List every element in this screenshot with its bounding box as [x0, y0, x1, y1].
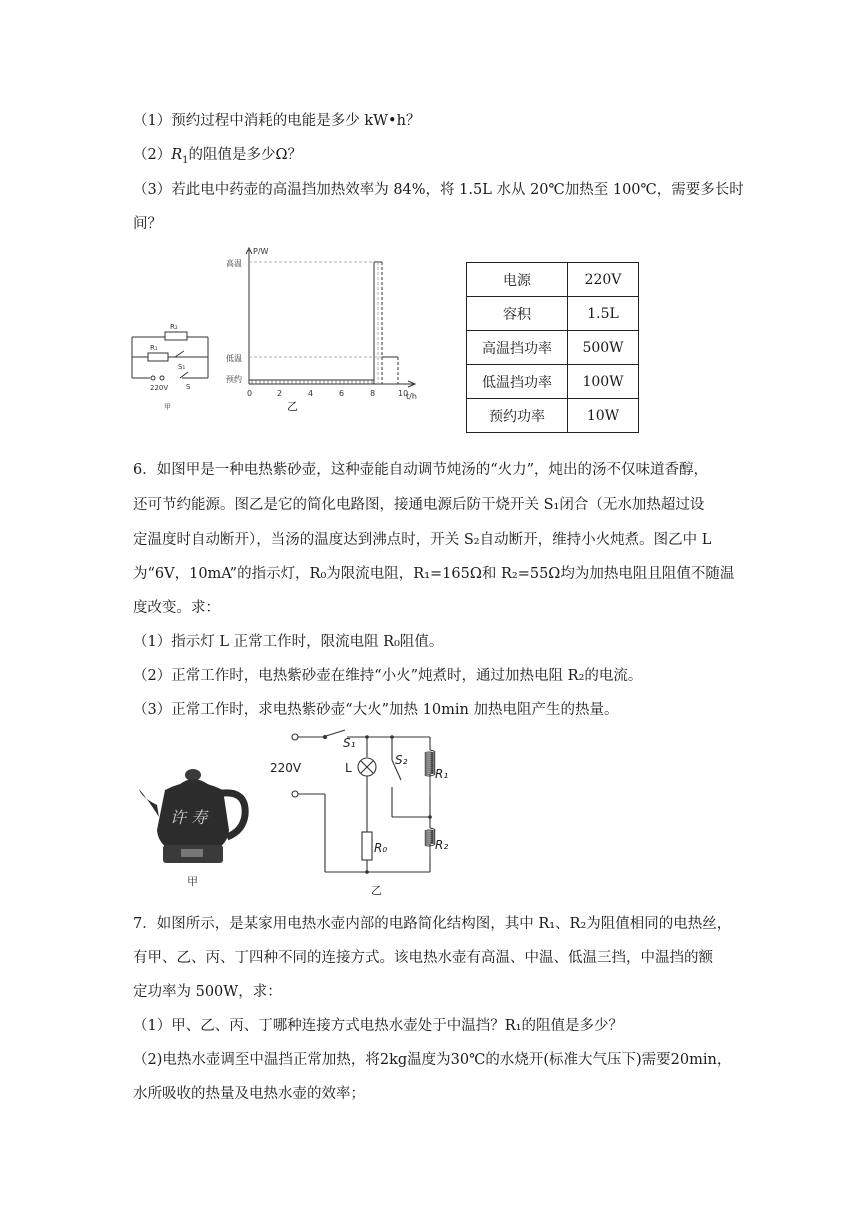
table-row [467, 399, 639, 433]
circuit-caption: 乙 [371, 884, 382, 897]
yi-x-axis-label: t/h [406, 392, 417, 401]
spec-key: 低温挡功率 [467, 365, 568, 399]
yi-tick-2: 2 [277, 389, 283, 398]
jia-voltage-label: 220V [150, 384, 169, 392]
yi-low-label: 低温 [226, 354, 242, 363]
table-row [467, 263, 639, 297]
yi-tick-4: 4 [308, 389, 314, 398]
q7-stem-line1: 7．如图所示，是某家用电热水壶内部的电路简化结构图，其中 R₁、R₂为阻值相同的电热丝， [133, 916, 732, 932]
circuit-r1-label: R₁ [435, 767, 449, 781]
q5-sub2-pre: （2） [133, 147, 172, 163]
yi-high-label: 高温 [226, 259, 242, 268]
q7-sub2-line2: 水所吸收的热量及电热水壶的效率； [133, 1086, 365, 1102]
q5-sub1: （1）预约过程中消耗的电能是多少 kW•h？ [133, 113, 421, 129]
yi-tick-6: 6 [339, 389, 345, 398]
jia-caption: 甲 [164, 403, 171, 411]
pot-calligraphy: 许 寿 [170, 808, 208, 827]
circuit-r0-label: R₀ [374, 841, 388, 855]
yi-y-axis-label: P/W [253, 247, 269, 256]
yi-caption: 乙 [287, 400, 298, 413]
q5-sub2-sub: 1 [182, 154, 189, 166]
yi-reserve-label: 预约 [226, 375, 242, 384]
yi-tick-0: 0 [247, 389, 253, 398]
table-row [467, 365, 639, 399]
r2-coil [425, 828, 435, 858]
q6-circuit-yi [265, 722, 465, 897]
q5-sub2-var: R [171, 147, 183, 163]
circuit-voltage-label: 220V [270, 761, 302, 775]
q5-sub2 [133, 145, 302, 171]
circuit-r2-label: R₂ [435, 838, 449, 852]
q6-stem-line4: 为“6V，10mA”的指示灯，R₀为限流电阻，R₁=165Ω和 R₂=55Ω均为加热电阻且阻值不随温 [133, 566, 735, 582]
q6-stem-line1: 6．如图甲是一种电热紫砂壶，这种壶能自动调节炖汤的“火力”，炖出的汤不仅味道香醇， [133, 462, 709, 478]
jia-s1-label: S₁ [178, 363, 186, 371]
spec-value: 500W [568, 331, 639, 365]
pot-caption: 甲 [187, 875, 198, 888]
q5-sub3-line1: （3）若此电中药壶的高温挡加热效率为 84%，将 1.5L 水从 20℃加热至 100℃，需要多长时 [133, 182, 744, 198]
q7-stem-line3: 定功率为 500W，求： [133, 984, 282, 1000]
circuit-s2-label: S₂ [395, 753, 408, 767]
q5-sub3-line2: 间？ [133, 216, 162, 232]
yi-tick-8: 8 [370, 389, 376, 398]
jia-s-label: S [186, 383, 191, 391]
q7-sub1: （1）甲、乙、丙、丁哪种连接方式电热水壶处于中温挡？R₁的阻值是多少？ [133, 1018, 623, 1034]
spec-table [466, 262, 639, 433]
q7-stem-line2: 有甲、乙、丙、丁四种不同的连接方式。该电热水壶有高温、中温、低温三挡，中温挡的额 [133, 950, 713, 966]
spec-value: 220V [568, 263, 639, 297]
r1-coil [425, 750, 435, 796]
spec-key: 高温挡功率 [467, 331, 568, 365]
q7-sub2-line1: （2)电热水壶调至中温挡正常加热，将2kg温度为30℃的水烧开(标准大气压下)需要20min， [133, 1052, 732, 1068]
pot-image [135, 745, 255, 890]
yi-tick-10: 10 [398, 389, 409, 398]
q6-stem-line3: 定温度时自动断开），当汤的温度达到沸点时，开关 S₂自动断开，维持小火炖煮。图乙中 L [133, 532, 712, 548]
table-row [467, 297, 639, 331]
circuit-lamp-label: L [345, 761, 352, 775]
spec-key: 容积 [467, 297, 568, 331]
q6-sub3: （3）正常工作时，求电热紫砂壶“大火”加热 10min 加热电阻产生的热量。 [133, 702, 619, 718]
circuit-s1-label: S₁ [343, 736, 356, 750]
spec-value: 10W [568, 399, 639, 433]
spec-value: 100W [568, 365, 639, 399]
q6-stem-line5: 度改变。求： [133, 600, 220, 616]
spec-key: 电源 [467, 263, 568, 297]
table-row [467, 331, 639, 365]
q6-stem-line2: 还可节约能源。图乙是它的简化电路图，接通电源后防干烧开关 S₁闭合（无水加热超过设 [133, 497, 705, 513]
q5-sub2-post: 的阻值是多少Ω？ [188, 147, 303, 163]
jia-r1-label: R₁ [150, 344, 158, 352]
q6-sub1: （1）指示灯 L 正常工作时，限流电阻 R₀阻值。 [133, 634, 444, 650]
q6-sub2: （2）正常工作时，电热紫砂壶在维持“小火”炖煮时，通过加热电阻 R₂的电流。 [133, 668, 643, 684]
q5-graph-yi [222, 244, 422, 404]
spec-key: 预约功率 [467, 399, 568, 433]
q5-circuit-jia [120, 315, 220, 415]
jia-r2-label: R₂ [170, 323, 178, 331]
spec-value: 1.5L [568, 297, 639, 331]
